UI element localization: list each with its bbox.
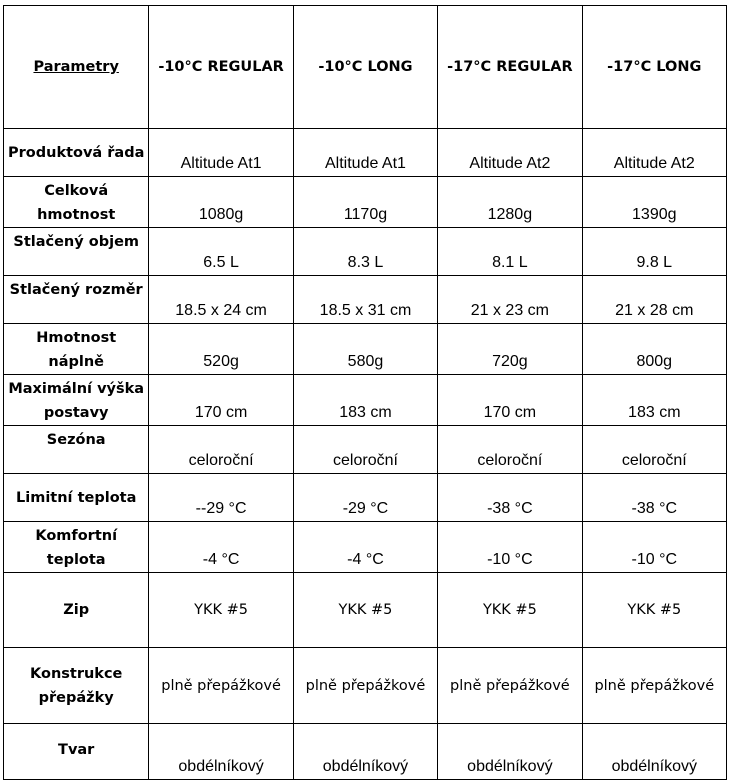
cell-value: YKK #5 xyxy=(293,573,437,648)
cell-value: -4 °C xyxy=(293,522,437,573)
header-col-1: -10°C REGULAR xyxy=(149,6,293,129)
header-col-3: -17°C REGULAR xyxy=(438,6,582,129)
table-row xyxy=(4,177,727,228)
table-row xyxy=(4,324,727,375)
cell-value: 8.1 L xyxy=(438,228,582,276)
header-col-2: -10°C LONG xyxy=(293,6,437,129)
row-label: Celková hmotnost xyxy=(4,177,149,228)
cell-value: celoroční xyxy=(149,426,293,474)
cell-value: obdélníkový xyxy=(149,724,293,780)
cell-value: -10 °C xyxy=(438,522,582,573)
cell-value: -4 °C xyxy=(149,522,293,573)
row-label: Stlačený rozměr xyxy=(4,276,149,324)
table-row xyxy=(4,129,727,177)
cell-value: 170 cm xyxy=(438,375,582,426)
cell-value: plně přepážkové xyxy=(149,648,293,724)
cell-value: YKK #5 xyxy=(582,573,726,648)
cell-value: obdélníkový xyxy=(582,724,726,780)
cell-value: obdélníkový xyxy=(438,724,582,780)
table-row xyxy=(4,522,727,573)
cell-value: 6.5 L xyxy=(149,228,293,276)
cell-value: Altitude At1 xyxy=(149,129,293,177)
row-label: Hmotnost náplně xyxy=(4,324,149,375)
spec-table xyxy=(3,5,727,780)
row-label: Konstrukce přepážky xyxy=(4,648,149,724)
table-row xyxy=(4,375,727,426)
cell-value: 800g xyxy=(582,324,726,375)
cell-value: YKK #5 xyxy=(149,573,293,648)
row-label: Komfortní teplota xyxy=(4,522,149,573)
cell-value: 18.5 x 24 cm xyxy=(149,276,293,324)
table-row xyxy=(4,426,727,474)
cell-value: 9.8 L xyxy=(582,228,726,276)
cell-value: Altitude At2 xyxy=(438,129,582,177)
cell-value: plně přepážkové xyxy=(582,648,726,724)
cell-value: 1280g xyxy=(438,177,582,228)
cell-value: -38 °C xyxy=(438,474,582,522)
table-row xyxy=(4,474,727,522)
cell-value: YKK #5 xyxy=(438,573,582,648)
cell-value: 183 cm xyxy=(582,375,726,426)
row-label: Sezóna xyxy=(4,426,149,474)
cell-value: 170 cm xyxy=(149,375,293,426)
table-row xyxy=(4,724,727,780)
cell-value: 1170g xyxy=(293,177,437,228)
row-label: Tvar xyxy=(4,724,149,780)
row-label: Zip xyxy=(4,573,149,648)
cell-value: plně přepážkové xyxy=(293,648,437,724)
row-label: Limitní teplota xyxy=(4,474,149,522)
cell-value: Altitude At2 xyxy=(582,129,726,177)
cell-value: obdélníkový xyxy=(293,724,437,780)
header-row xyxy=(4,6,727,129)
cell-value: 580g xyxy=(293,324,437,375)
cell-value: 21 x 23 cm xyxy=(438,276,582,324)
cell-value: -38 °C xyxy=(582,474,726,522)
cell-value: celoroční xyxy=(438,426,582,474)
cell-value: 183 cm xyxy=(293,375,437,426)
cell-value: 1390g xyxy=(582,177,726,228)
table-row xyxy=(4,648,727,724)
cell-value: 520g xyxy=(149,324,293,375)
header-parametry: Parametry xyxy=(4,6,149,129)
cell-value: -29 °C xyxy=(293,474,437,522)
row-label: Produktová řada xyxy=(4,129,149,177)
cell-value: celoroční xyxy=(582,426,726,474)
cell-value: Altitude At1 xyxy=(293,129,437,177)
cell-value: 8.3 L xyxy=(293,228,437,276)
cell-value: celoroční xyxy=(293,426,437,474)
cell-value: 720g xyxy=(438,324,582,375)
table-row xyxy=(4,276,727,324)
cell-value: --29 °C xyxy=(149,474,293,522)
table-row xyxy=(4,573,727,648)
header-col-4: -17°C LONG xyxy=(582,6,726,129)
cell-value: 18.5 x 31 cm xyxy=(293,276,437,324)
table-row xyxy=(4,228,727,276)
cell-value: plně přepážkové xyxy=(438,648,582,724)
cell-value: -10 °C xyxy=(582,522,726,573)
cell-value: 1080g xyxy=(149,177,293,228)
cell-value: 21 x 28 cm xyxy=(582,276,726,324)
row-label: Stlačený objem xyxy=(4,228,149,276)
row-label: Maximální výška postavy xyxy=(4,375,149,426)
